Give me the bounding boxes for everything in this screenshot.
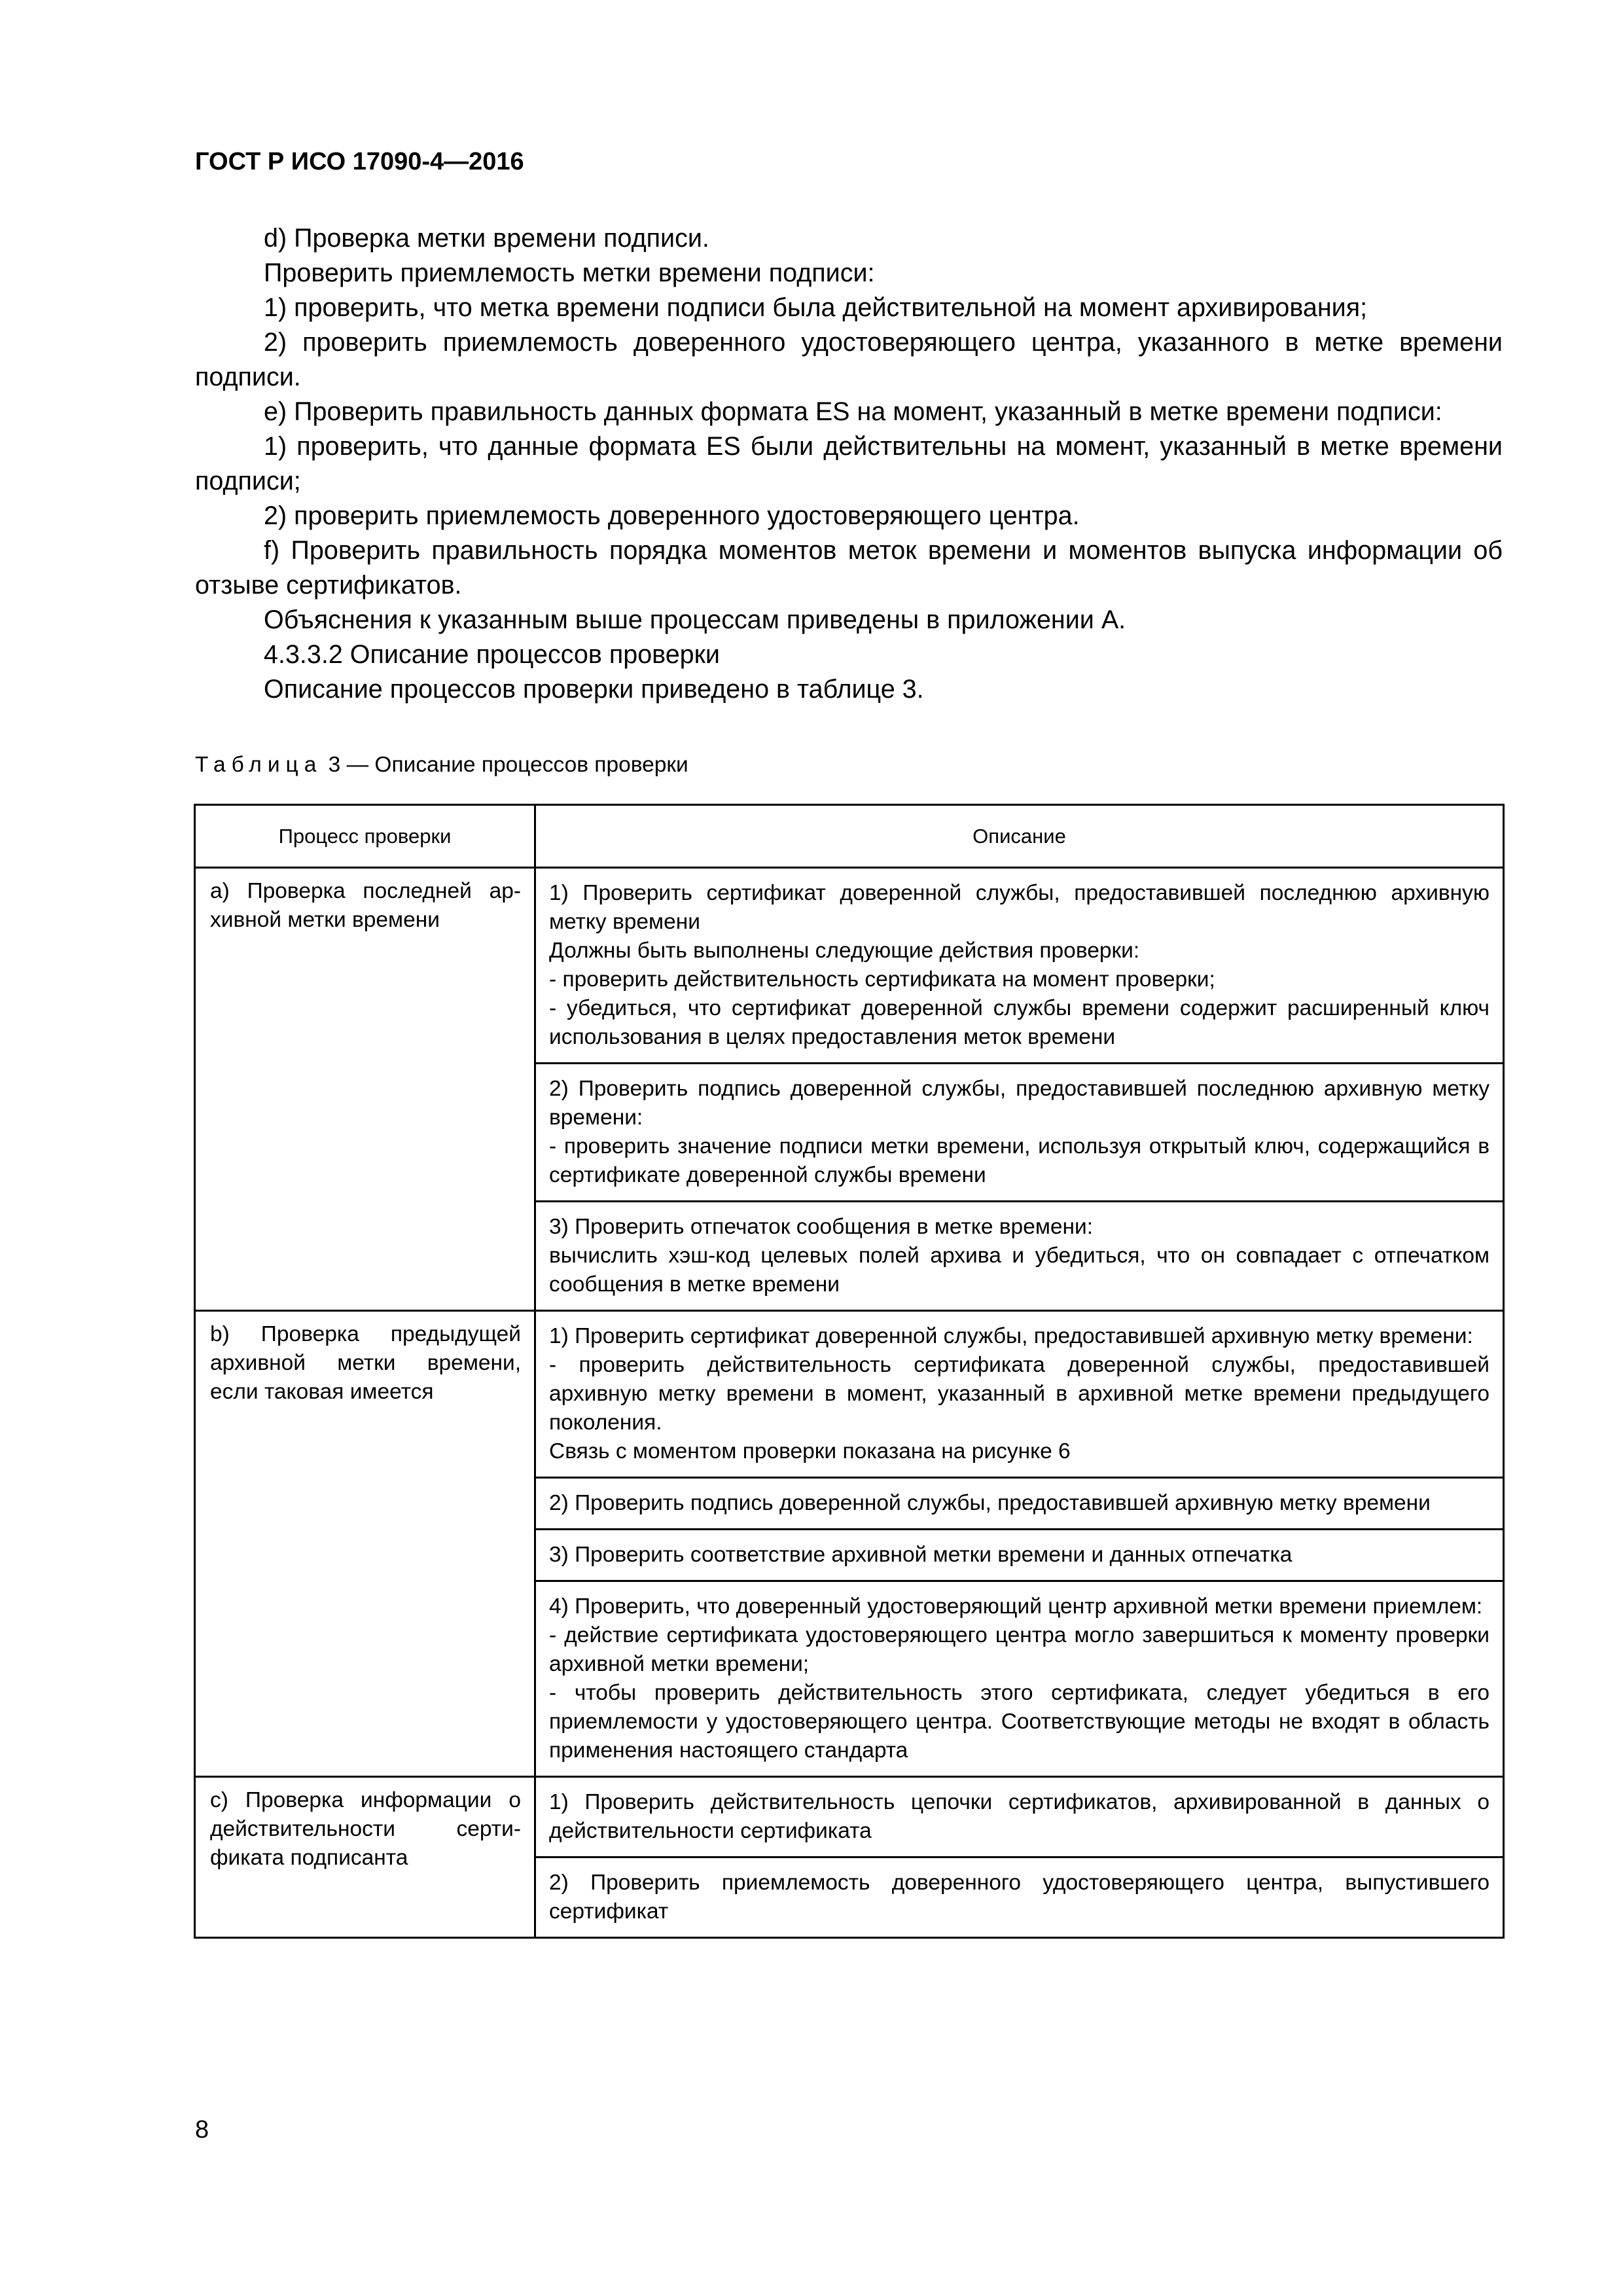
paragraph: e) Проверить правильность данных формата ES на момент, указанный в метке времени подписи: — [264, 397, 1442, 426]
table-row — [195, 1311, 1504, 1478]
description-cell — [535, 868, 1504, 1064]
description-line: 4) Проверить, что доверенный удостоверяющий центр архивной метки времени приемлем: — [549, 1594, 1483, 1619]
description-line: 2) Проверить подпись доверенной службы, предоставившей архивную метку времени — [549, 1491, 1431, 1515]
description-line: Связь с моментом проверки показана на рисунке 6 — [549, 1439, 1071, 1463]
description-line: вычислить хэш-код целевых полей архива и убедиться, что он совпадает с отпечатком сообщения в метке времени — [549, 1244, 1489, 1297]
paragraph: Проверить приемлемость метки времени подписи: — [264, 259, 875, 287]
table-caption-label: Таблица — [195, 753, 323, 777]
description-cell — [535, 1311, 1504, 1478]
document-header: ГОСТ Р ИСО 17090-4—2016 — [195, 148, 524, 175]
description-cell — [535, 1478, 1504, 1530]
description-cell — [535, 1530, 1504, 1581]
paragraph: Описание процессов проверки приведено в таблице 3. — [264, 675, 924, 704]
description-line: 1) Проверить сертификат доверенной службы, предоставившей архивную метку времени: — [549, 1324, 1473, 1348]
description-line: 1) Проверить сертификат доверенной службы, предоставившей последнюю архивную метку времени — [549, 881, 1489, 934]
description-line: 1) Проверить действительность цепочки сертификатов, архивированной в данных о действительности сертификата — [549, 1790, 1489, 1843]
process-cell: b) Проверка предыдущей архивной метки времени, если таковая имеется — [195, 1311, 535, 1777]
section-heading: 4.3.3.2 Описание процессов проверки — [264, 640, 720, 669]
description-cell — [535, 1581, 1504, 1777]
body-text — [195, 221, 1503, 707]
description-line: - проверить действительность сертификата доверенной службы, предоставившей архивную метку времени в момент, указанный в архивной метке времени предыдущего поколения. — [549, 1353, 1489, 1435]
description-line: - проверить значение подписи метки времени, используя открытый ключ, содержащийся в сертификате доверенной службы времени — [549, 1134, 1489, 1187]
description-line: 2) Проверить приемлемость доверенного удостоверяющего центра, выпустившего сертификат — [549, 1871, 1489, 1924]
paragraph: f) Проверить правильность порядка моментов меток времени и моментов выпуска информации об отзыве сертификатов. — [195, 536, 1503, 600]
description-line: - убедиться, что сертификат доверенной службы времени содержит расширенный ключ использования в целях предоставления меток времени — [549, 996, 1489, 1049]
description-line: 2) Проверить подпись доверенной службы, предоставившей последнюю архивную метку времени: — [549, 1077, 1489, 1130]
table-header-row — [195, 805, 1504, 868]
header-process: Процесс проверки — [195, 805, 535, 868]
description-cell — [535, 1777, 1504, 1857]
table-row — [195, 1777, 1504, 1857]
description-cell — [535, 1202, 1504, 1311]
description-cell — [535, 1064, 1504, 1202]
description-line: - действие сертификата удостоверяющего центра могло завершиться к моменту проверки архивной метки времени; — [549, 1623, 1489, 1676]
description-line: Должны быть выполнены следующие действия проверки: — [549, 939, 1140, 963]
table-row — [195, 868, 1504, 1064]
description-line: - проверить действительность сертификата на момент проверки; — [549, 967, 1215, 992]
description-cell — [535, 1857, 1504, 1938]
paragraph: 2) проверить приемлемость доверенного удостоверяющего центра, указанного в метке времени подписи. — [195, 328, 1503, 391]
paragraph: d) Проверка метки времени подписи. — [264, 224, 709, 253]
header-description: Описание — [535, 805, 1504, 868]
paragraph: Объяснения к указанным выше процессам приведены в приложении А. — [264, 605, 1126, 634]
table-caption-title: 3 — Описание процессов проверки — [322, 753, 688, 777]
paragraph: 2) проверить приемлемость доверенного удостоверяющего центра. — [264, 501, 1080, 530]
verification-table — [194, 804, 1505, 1939]
page-number: 8 — [195, 2116, 209, 2144]
table-caption — [195, 753, 688, 778]
process-cell: c) Проверка информации о действительности сертификата подписанта — [195, 1777, 535, 1938]
paragraph: 1) проверить, что данные формата ES были действительны на момент, указанный в метке времени подписи; — [195, 432, 1503, 495]
process-cell: а) Проверка последней архивной метки времени — [195, 868, 535, 1311]
description-line: - чтобы проверить действительность этого сертификата, следует убедиться в его приемлемости у удостоверяющего центра. Соответствующие методы не входят в область применения настоящего стандарта — [549, 1681, 1489, 1763]
description-line: 3) Проверить отпечаток сообщения в метке времени: — [549, 1215, 1094, 1239]
paragraph: 1) проверить, что метка времени подписи была действительной на момент архивирования; — [264, 293, 1368, 322]
description-line: 3) Проверить соответствие архивной метки времени и данных отпечатка — [549, 1543, 1293, 1567]
